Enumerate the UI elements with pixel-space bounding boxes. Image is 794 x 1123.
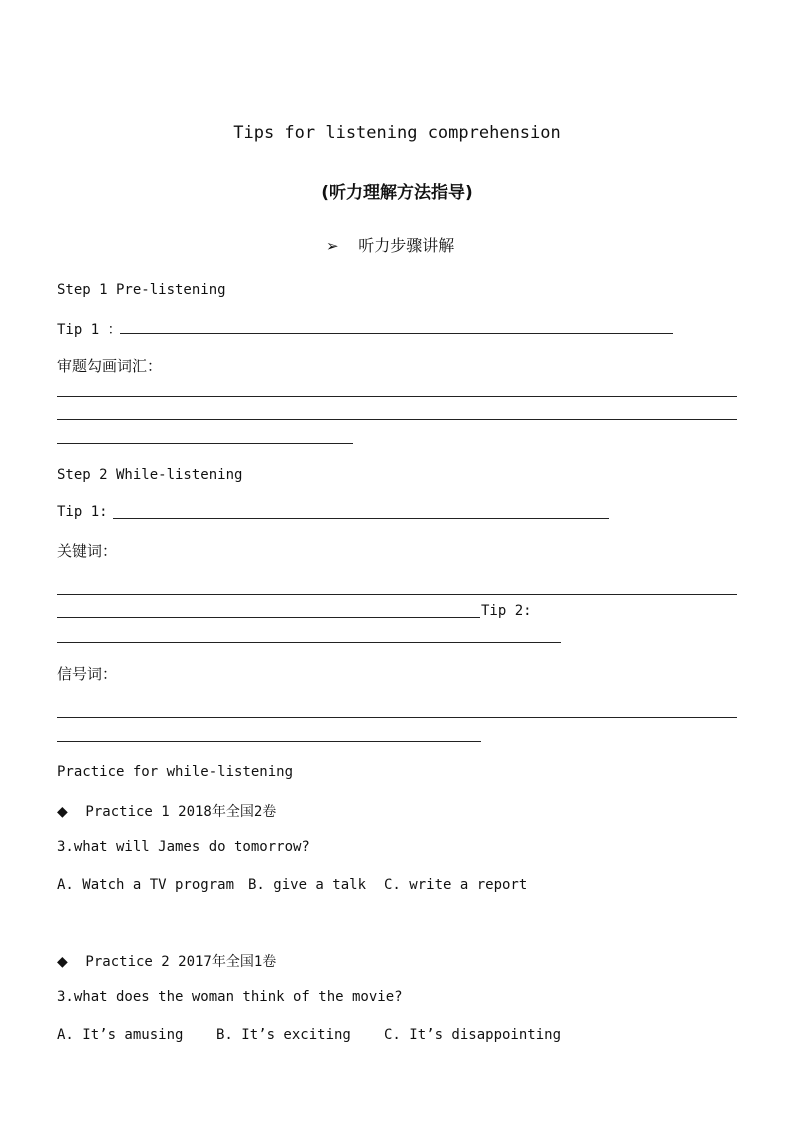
arrow-bullet-icon: ➢: [326, 237, 339, 255]
step2-tip2-blank[interactable]: [57, 642, 561, 643]
diamond-bullet-icon: ◆: [57, 804, 68, 820]
practice1-option-a[interactable]: A. Watch a TV program: [57, 877, 235, 893]
practice2-title-row: [57, 951, 276, 971]
step2-keywords-blank-2[interactable]: [57, 617, 480, 618]
page-subtitle: (听力理解方法指导): [321, 183, 473, 203]
step1-label: Step 1 Pre-listening: [57, 282, 226, 298]
practice2-title: Practice 2 2017年全国1卷: [85, 954, 277, 970]
practice2-question: 3.what does the woman think of the movie?: [57, 989, 403, 1005]
diamond-bullet-icon: ◆: [57, 954, 68, 970]
practice1-option-b[interactable]: B. give a talk: [248, 877, 367, 893]
step1-vocab-blank-3[interactable]: [57, 443, 353, 444]
step2-tip2-label: Tip 2:: [481, 603, 532, 619]
step2-tip1-blank[interactable]: [113, 518, 609, 519]
step2-keywords-label: 关键词：: [57, 542, 118, 560]
practice1-title-row: [57, 801, 276, 821]
section-heading-text: 听力步骤讲解: [358, 236, 455, 255]
step2-signal-blank-1[interactable]: [57, 717, 737, 718]
section-heading: [326, 233, 454, 256]
practice1-option-c[interactable]: C. write a report: [384, 877, 528, 893]
practice-heading: Practice for while-listening: [57, 764, 294, 780]
practice2-option-b[interactable]: B. It’s exciting: [216, 1027, 351, 1043]
step1-vocab-label: 审题勾画词汇：: [57, 357, 163, 375]
step2-keywords-blank-1[interactable]: [57, 594, 737, 595]
practice1-title: Practice 1 2018年全国2卷: [85, 804, 277, 820]
step1-vocab-blank-1[interactable]: [57, 396, 737, 397]
step1-tip1-label: Tip 1 ：: [57, 322, 122, 338]
practice2-option-a[interactable]: A. It’s amusing: [57, 1027, 184, 1043]
step2-label: Step 2 While-listening: [57, 467, 243, 483]
step2-signal-label: 信号词：: [57, 665, 118, 683]
practice1-question: 3.what will James do tomorrow?: [57, 839, 310, 855]
step1-vocab-blank-2[interactable]: [57, 419, 737, 420]
step2-tip1-label: Tip 1:: [57, 504, 108, 520]
practice2-option-c[interactable]: C. It’s disappointing: [384, 1027, 562, 1043]
step1-tip1-blank[interactable]: [120, 333, 673, 334]
step2-signal-blank-2[interactable]: [57, 741, 481, 742]
page-title: Tips for listening comprehension: [233, 123, 561, 143]
